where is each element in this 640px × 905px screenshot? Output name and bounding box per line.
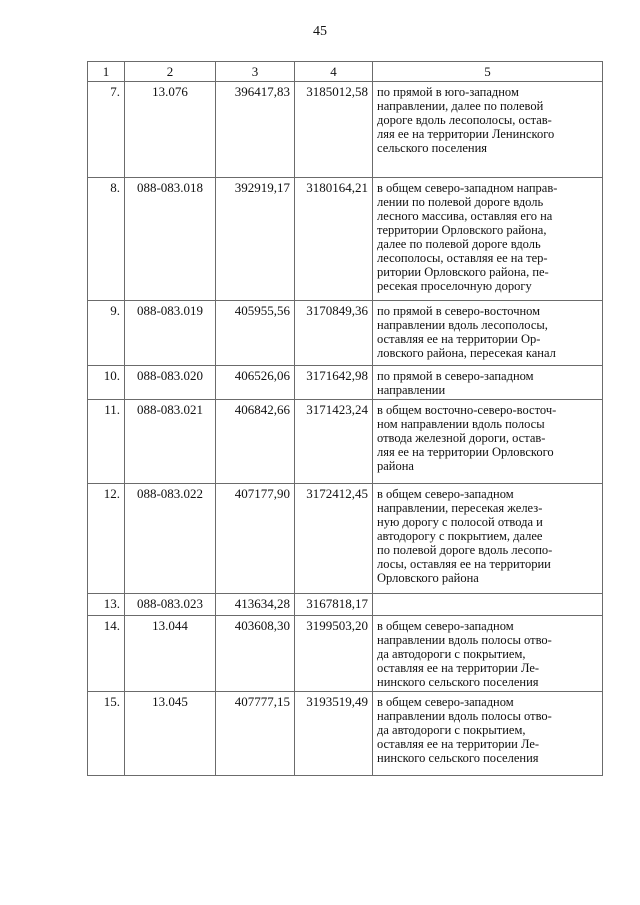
- row-number: 13.: [88, 594, 125, 616]
- row-number: 10.: [88, 366, 125, 400]
- point-id: 088-083.019: [125, 301, 216, 366]
- coordinate-y: 3171642,98: [295, 366, 373, 400]
- coordinate-x: 406526,06: [216, 366, 295, 400]
- boundary-points-table: [87, 61, 603, 776]
- table-row: [88, 178, 603, 301]
- row-number: 11.: [88, 400, 125, 484]
- point-id: 13.076: [125, 82, 216, 178]
- description-line: Орловского района: [377, 571, 479, 585]
- description-line: оставляя ее на территории Ле-: [377, 737, 540, 751]
- coordinate-y: 3170849,36: [295, 301, 373, 366]
- description-line: в общем северо-западном направ-: [377, 181, 558, 195]
- description-line: ную дорогу с полосой отвода и: [377, 515, 543, 529]
- row-number: 7.: [88, 82, 125, 178]
- table-row: [88, 692, 603, 776]
- description-line: лесного массива, оставляя его на: [377, 209, 553, 223]
- description-line: района: [377, 459, 414, 473]
- table-body: [88, 82, 603, 776]
- coordinate-y: 3167818,17: [295, 594, 373, 616]
- boundary-description: [373, 82, 603, 178]
- column-header-x: 3: [216, 62, 295, 82]
- boundary-description: [373, 594, 603, 616]
- column-header-point-id: 2: [125, 62, 216, 82]
- description-line: в общем восточно-северо-восточ-: [377, 403, 557, 417]
- table-row: [88, 484, 603, 594]
- boundary-description: [373, 616, 603, 692]
- table-header-row: [88, 62, 603, 82]
- description-line: по прямой в северо-западном: [377, 369, 534, 383]
- coordinate-x: 406842,66: [216, 400, 295, 484]
- description-line: ритории Орловского района, пе-: [377, 265, 549, 279]
- row-number: 14.: [88, 616, 125, 692]
- coordinate-x: 413634,28: [216, 594, 295, 616]
- row-number: 12.: [88, 484, 125, 594]
- description-line: лесополосы, оставляя ее на тер-: [377, 251, 548, 265]
- description-line: направлении, пересекая желез-: [377, 501, 543, 515]
- description-line: направлении, далее по полевой: [377, 99, 544, 113]
- coordinate-x: 392919,17: [216, 178, 295, 301]
- description-line: в общем северо-западном: [377, 695, 514, 709]
- description-line: оставляя ее на территории Ле-: [377, 661, 540, 675]
- description-line: сельского поселения: [377, 141, 488, 155]
- boundary-description: [373, 178, 603, 301]
- description-line: направлении: [377, 383, 446, 397]
- description-line: направлении вдоль полосы отво-: [377, 633, 552, 647]
- column-header-description: 5: [373, 62, 603, 82]
- description-line: по прямой в юго-западном: [377, 85, 519, 99]
- description-line: ляя ее на территории Орловского: [377, 445, 554, 459]
- coordinate-y: 3180164,21: [295, 178, 373, 301]
- description-line: нинского сельского поселения: [377, 751, 539, 765]
- coordinate-y: 3193519,49: [295, 692, 373, 776]
- description-line: направлении вдоль полосы отво-: [377, 709, 552, 723]
- point-id: 088-083.021: [125, 400, 216, 484]
- point-id: 13.044: [125, 616, 216, 692]
- column-header-y: 4: [295, 62, 373, 82]
- coordinate-y: 3172412,45: [295, 484, 373, 594]
- table-row: [88, 616, 603, 692]
- row-number: 8.: [88, 178, 125, 301]
- table-row: [88, 301, 603, 366]
- table-row: [88, 594, 603, 616]
- coordinate-x: 407177,90: [216, 484, 295, 594]
- description-line: да автодороги с покрытием,: [377, 647, 526, 661]
- table-row: [88, 82, 603, 178]
- page-number: 45: [313, 24, 327, 39]
- description-line: отвода железной дороги, остав-: [377, 431, 546, 445]
- description-line: автодорогу с покрытием, далее: [377, 529, 543, 543]
- description-line: в общем северо-западном: [377, 619, 514, 633]
- description-line: да автодороги с покрытием,: [377, 723, 526, 737]
- description-line: ляя ее на территории Ленинского: [377, 127, 555, 141]
- boundary-description: [373, 484, 603, 594]
- description-line: оставляя ее на территории Ор-: [377, 332, 541, 346]
- description-line: в общем северо-западном: [377, 487, 514, 501]
- coordinate-x: 396417,83: [216, 82, 295, 178]
- row-number: 9.: [88, 301, 125, 366]
- description-line: территории Орловского района,: [377, 223, 547, 237]
- row-number: 15.: [88, 692, 125, 776]
- description-line: лении по полевой дороге вдоль: [377, 195, 544, 209]
- coordinate-y: 3171423,24: [295, 400, 373, 484]
- description-line: далее по полевой дороге вдоль: [377, 237, 541, 251]
- boundary-description: [373, 400, 603, 484]
- column-header-number: 1: [88, 62, 125, 82]
- point-id: 088-083.018: [125, 178, 216, 301]
- description-line: ном направлении вдоль полосы: [377, 417, 545, 431]
- point-id: 088-083.023: [125, 594, 216, 616]
- coordinate-x: 403608,30: [216, 616, 295, 692]
- description-line: ресекая проселочную дорогу: [377, 279, 532, 293]
- coordinate-y: 3199503,20: [295, 616, 373, 692]
- description-line: ловского района, пересекая канал: [377, 346, 556, 360]
- boundary-description: [373, 301, 603, 366]
- coordinate-x: 407777,15: [216, 692, 295, 776]
- table-row: [88, 400, 603, 484]
- point-id: 13.045: [125, 692, 216, 776]
- description-line: по полевой дороге вдоль лесопо-: [377, 543, 553, 557]
- description-line: лосы, оставляя ее на территории: [377, 557, 551, 571]
- description-line: направлении вдоль лесополосы,: [377, 318, 548, 332]
- point-id: 088-083.020: [125, 366, 216, 400]
- description-line: нинского сельского поселения: [377, 675, 539, 689]
- description-line: по прямой в северо-восточном: [377, 304, 541, 318]
- coordinate-x: 405955,56: [216, 301, 295, 366]
- table-row: [88, 366, 603, 400]
- description-line: дороге вдоль лесополосы, остав-: [377, 113, 552, 127]
- boundary-description: [373, 366, 603, 400]
- point-id: 088-083.022: [125, 484, 216, 594]
- boundary-description: [373, 692, 603, 776]
- coordinate-y: 3185012,58: [295, 82, 373, 178]
